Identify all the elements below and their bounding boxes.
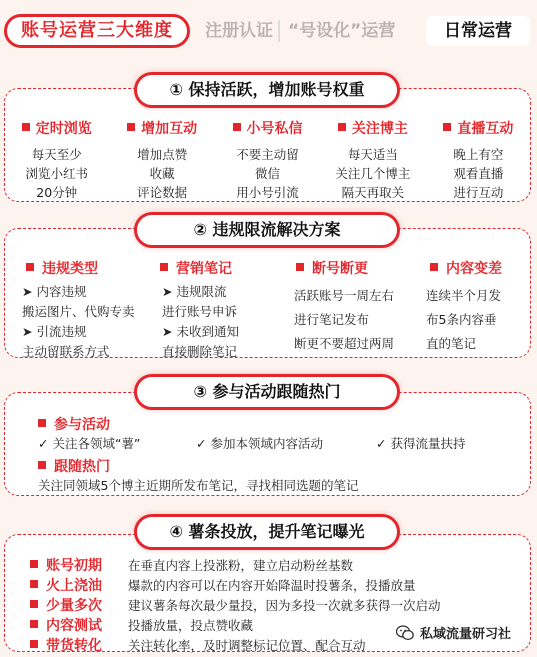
row-account-early: 账号初期 在垂直内容上投涨粉，建立启动粉丝基数	[30, 556, 353, 576]
row-small-frequent: 少量多次 建议薯条每次最少量投，因为多投一次就多获得一次启动	[30, 596, 441, 616]
broken-updates-title: 断号断更	[296, 258, 368, 278]
account-watermark: 私域流量研习社	[396, 622, 511, 648]
check-item-2: ✓ 参加本领域内容活动	[196, 436, 323, 451]
bullet-square-icon	[22, 123, 30, 131]
content-decline-list: 连续半个月发 布5条内容垂 直的笔记	[426, 288, 502, 351]
check-item-3: ✓ 获得流量扶持	[376, 436, 466, 451]
column-follow-bloggers: 关注博主 每天适当 关注几个博主 隔天再取关	[335, 121, 411, 200]
bullet-square-icon	[38, 461, 46, 469]
bullet-square-icon	[233, 123, 241, 131]
check-item-1: ✓ 关注各领域“薯”	[38, 436, 141, 451]
bullet-square-icon	[127, 123, 135, 131]
marketing-notes-title: 营销笔记	[160, 258, 232, 278]
section2-heading: ② 违规限流解决方案	[134, 212, 400, 248]
section1-columns	[4, 118, 531, 202]
bullet-square-icon	[338, 123, 346, 131]
follow-trends-text: 关注同领域5个博主近期所发布笔记，寻找相同选题的笔记	[38, 478, 359, 493]
bullet-square-icon	[30, 580, 38, 588]
row-fuel-fire: 火上浇油 爆款的内容可以在内容开始降温时投薯条，投播放量	[30, 576, 416, 596]
column-add-interaction: 增加互动 增加点赞 收藏 评论数据	[109, 118, 214, 202]
tab-register[interactable]: 注册认证	[205, 21, 273, 41]
bullet-square-icon	[296, 263, 304, 271]
tab-daily-ops[interactable]: 日常运营	[426, 16, 530, 46]
bullet-square-icon	[30, 640, 38, 648]
header	[0, 0, 537, 64]
bullet-square-icon	[26, 263, 34, 271]
column-alt-dm: 小号私信 不要主动留 微信 用小号引流	[215, 118, 320, 202]
content-decline-title: 内容变差	[430, 258, 502, 278]
join-activities-title: 参与活动	[38, 414, 110, 434]
bullet-square-icon	[30, 620, 38, 628]
section1-heading: ① 保持活跃，增加账号权重	[134, 72, 400, 108]
row-sales-conversion: 带货转化 关注转化率，及时调整标记位置、配合互动	[30, 636, 366, 656]
page-title: 账号运营三大维度	[4, 14, 190, 48]
tab-persona[interactable]: “号设化”运营	[288, 21, 396, 41]
bullet-square-icon	[30, 560, 38, 568]
column-timed-browse: 定时浏览 每天至少 浏览小红书 20分钟	[4, 118, 109, 202]
section4-heading: ④ 薯条投放，提升笔记曝光	[134, 514, 400, 550]
row-content-test: 内容测试 投播放量，投点赞收藏	[30, 616, 253, 636]
violation-types-list: ➤ 内容违规 搬运图片、代购专卖 ➤ 引流违规 主动留联系方式	[22, 284, 135, 359]
marketing-notes-list: ➤ 违规限流 进行账号申诉 ➤ 未收到通知 直接删除笔记	[162, 284, 239, 359]
violation-types-title: 违规类型	[26, 258, 98, 278]
column-live-interaction: 直播互动 晚上有空 观看直播 进行互动	[426, 118, 531, 202]
broken-updates-list: 活跃账号一周左右 进行笔记发布 断更不要超过两周	[294, 288, 395, 351]
bullet-square-icon	[38, 419, 46, 427]
bullet-square-icon	[443, 123, 451, 131]
follow-trends-title: 跟随热门	[38, 456, 110, 476]
bullet-square-icon	[30, 600, 38, 608]
bullet-square-icon	[430, 263, 438, 271]
tab-divider	[278, 20, 280, 42]
bullet-square-icon	[160, 263, 168, 271]
section3-heading: ③ 参与活动跟随热门	[134, 374, 400, 410]
wechat-icon	[396, 625, 414, 641]
